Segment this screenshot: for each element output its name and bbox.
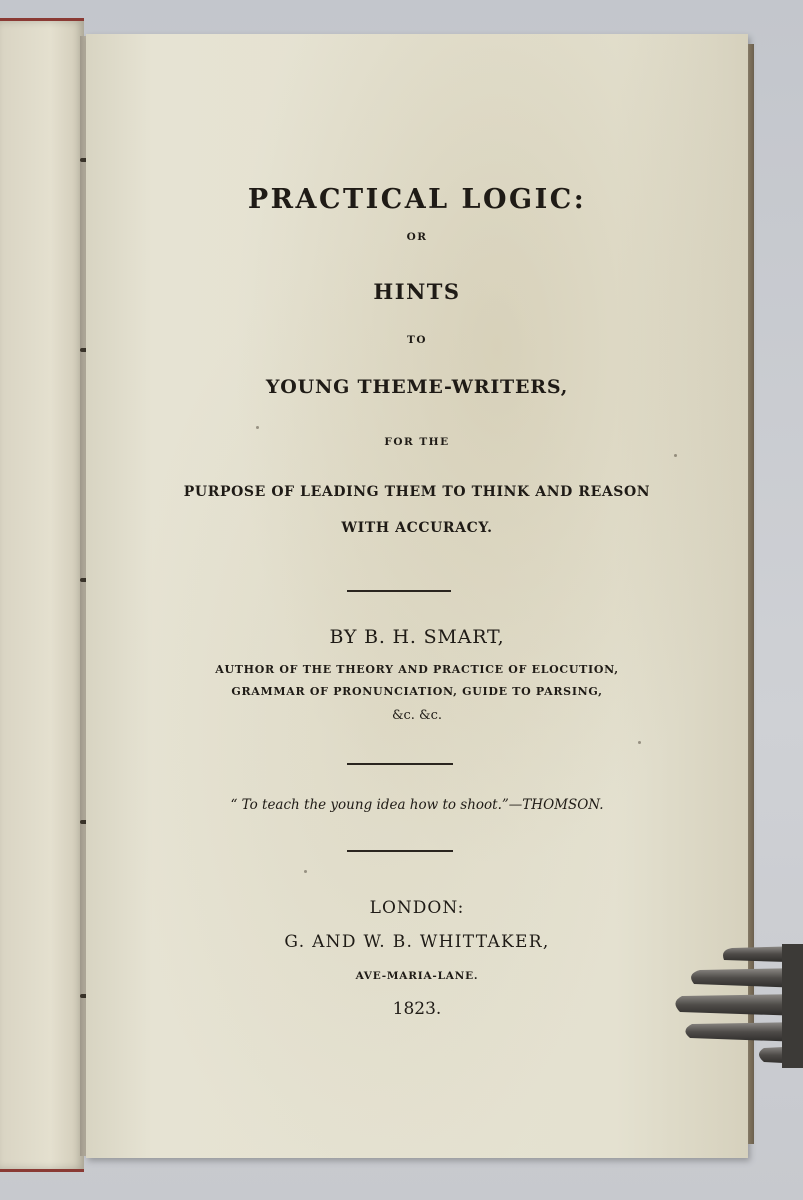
author-credits-line-1: AUTHOR OF THE THEORY AND PRACTICE OF ELOCUTION, [215,663,619,676]
imprint-year: 1823. [392,999,442,1019]
paper-speck [674,454,677,457]
subtitle-young-writers: YOUNG THEME-WRITERS, [265,376,569,398]
title-connector-to: TO [407,334,427,346]
epigraph-quote: “ To teach the young idea how to shoot.”—THOMSON. [230,797,604,813]
divider-rule [347,763,453,765]
left-page [0,18,84,1172]
paper-speck [304,870,307,873]
imprint-address: AVE-MARIA-LANE. [355,970,479,982]
purpose-line-1: PURPOSE OF LEADING THEM TO THINK AND REASON [183,484,651,500]
imprint-city: LONDON: [369,898,465,918]
book-holder-hand-icon [672,938,803,1078]
title-page [86,34,748,1158]
purpose-line-2: WITH ACCURACY. [341,520,493,536]
author-byline: BY B. H. SMART, [329,626,505,648]
book-title: PRACTICAL LOGIC: [247,184,587,215]
author-credits-etc: &c. &c. [391,708,443,723]
subtitle-hints: HINTS [373,279,461,304]
title-connector-for-the: FOR THE [384,436,450,448]
title-connector-or: OR [406,231,428,243]
imprint-publisher: G. AND W. B. WHITTAKER, [284,932,550,952]
divider-rule [347,590,451,592]
paper-speck [256,426,259,429]
paper-speck [638,741,641,744]
divider-rule [347,850,453,852]
author-credits-line-2: GRAMMAR OF PRONUNCIATION, GUIDE TO PARSING, [231,685,603,698]
